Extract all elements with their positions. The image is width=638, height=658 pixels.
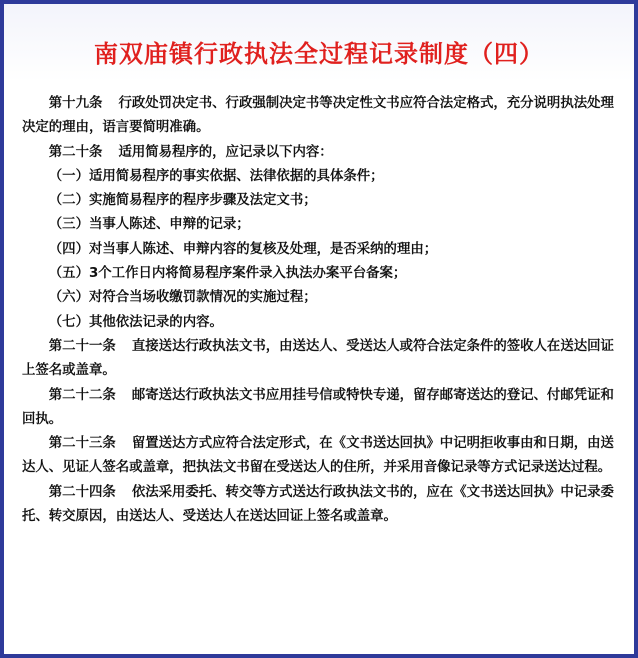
article-24	[22, 481, 616, 530]
article-23	[22, 432, 616, 481]
list-item: （三）当事人陈述、申辩的记录；	[48, 217, 250, 233]
list-item: （四）对当事人陈述、申辩内容的复核及处理，是否采纳的理由；	[48, 241, 438, 257]
list-item: （七）其他依法记录的内容。	[48, 314, 223, 330]
article-text: 依法采用委托、转交等方式送达行政执法文书的，应在《文书送达回执》中记录委托、转交原因，由送达人、受送达人在送达回证上签名或盖章。	[22, 484, 614, 525]
article-label: 第二十二条	[48, 387, 116, 403]
article-text: 适用简易程序的，应记录以下内容：	[118, 144, 333, 160]
article-label: 第二十条	[48, 144, 103, 160]
article-label: 第十九条	[48, 96, 103, 111]
list-item: （二）实施简易程序的程序步骤及法定文书；	[48, 193, 317, 209]
list-item: （一）适用简易程序的事实依据、法律依据的具体条件；	[48, 168, 384, 184]
article-label: 第二十四条	[48, 484, 116, 500]
list-item: （五）3个工作日内将简易程序案件录入执法办案平台备案；	[48, 266, 407, 282]
article-21	[22, 335, 616, 384]
article-text: 直接送达行政执法文书，由送达人、受送达人或符合法定条件的签收人在送达回证上签名或盖章。	[22, 338, 614, 379]
article-label: 第二十一条	[48, 338, 116, 354]
article-text: 留置送达方式应符合法定形式，在《文书送达回执》中记明拒收事由和日期，由送达人、见证人签名或盖章，把执法文书留在受送达人的住所，并采用音像记录等方式记录送达过程。	[22, 436, 614, 476]
article-text: 邮寄送达行政执法文书应用挂号信或特快专递，留存邮寄送达的登记、付邮凭证和回执。	[22, 387, 614, 427]
article-label: 第二十三条	[48, 436, 116, 452]
list-item: （六）对符合当场收缴罚款情况的实施过程；	[48, 290, 317, 306]
page-title: 南双庙镇行政执法全过程记录制度（四）	[94, 40, 544, 68]
article-19	[22, 92, 616, 141]
document-body	[22, 92, 616, 529]
article-text: 行政处罚决定书、行政强制决定书等决定性文书应符合法定格式，充分说明执法处理决定的理由，语言要简明准确。	[22, 96, 614, 136]
article-20	[22, 141, 616, 165]
article-22	[22, 384, 616, 433]
